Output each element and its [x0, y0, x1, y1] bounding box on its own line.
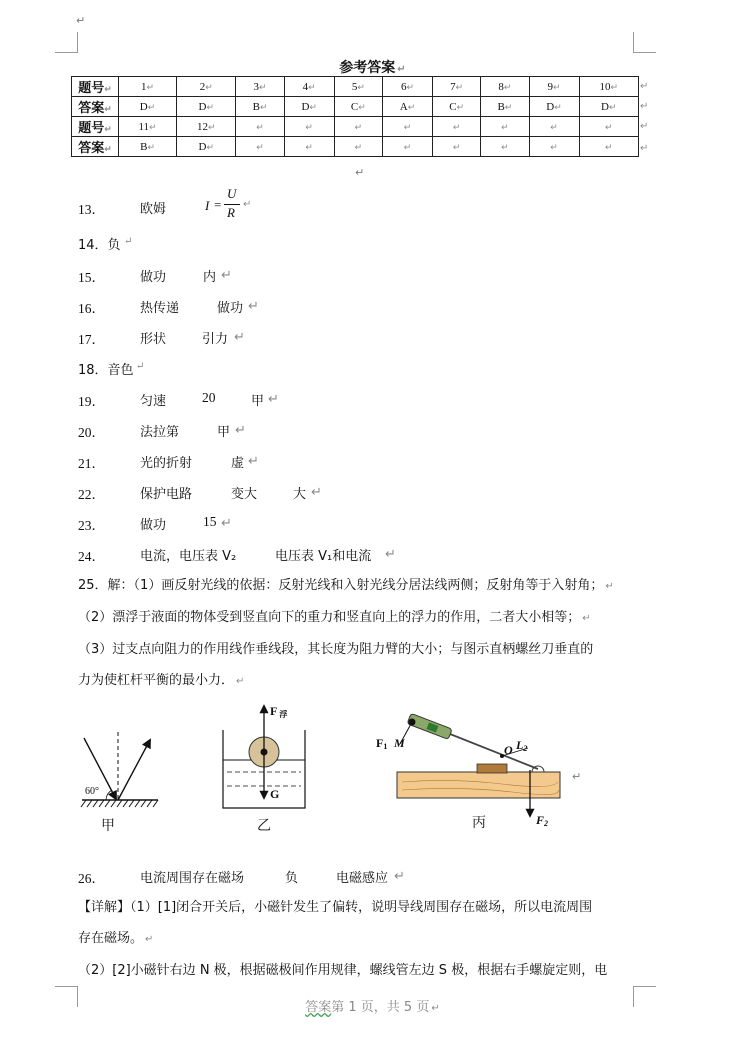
- paragraph-mark: ↵: [572, 770, 582, 783]
- crop-mark-top-left: [55, 32, 78, 53]
- table-cell: ↵: [236, 137, 284, 157]
- table-cell: ↵: [284, 137, 334, 157]
- figure-reflection-diagram: [78, 728, 163, 810]
- table-cell: ↵: [433, 137, 481, 157]
- answer-text: 15: [203, 514, 217, 529]
- table-cell: 3↵: [236, 77, 284, 97]
- page-footer: 答案第 1 页，共 5 页 ↵: [305, 1000, 440, 1015]
- answer-number: 20．: [78, 425, 105, 440]
- table-cell: B↵: [481, 97, 529, 117]
- figure-floating-ball-diagram: [215, 700, 315, 820]
- table-cell: ↵: [481, 137, 529, 157]
- answer-text: 引力: [202, 332, 229, 347]
- table-cell: 11↵: [119, 117, 177, 137]
- answer-text: 做功: [140, 518, 167, 533]
- o-label: O: [504, 743, 513, 757]
- paragraph-mark: ↵: [355, 166, 365, 179]
- answer-text: 变大: [231, 487, 258, 502]
- answer-text: 匀速: [140, 394, 167, 409]
- table-cell: 2↵: [177, 77, 236, 97]
- explanation-line: （2）漂浮于液面的物体受到竖直向下的重力和竖直向上的浮力的作用，二者大小相等； ↵: [78, 610, 591, 625]
- answer-text: 虚: [231, 456, 245, 471]
- paragraph-mark: ↵: [76, 14, 86, 27]
- table-cell: 12↵: [177, 117, 236, 137]
- table-cell: 1↵: [119, 77, 177, 97]
- table-cell: B↵: [236, 97, 284, 117]
- m-label: M: [394, 736, 405, 750]
- figure-label-jia: 甲: [101, 818, 115, 834]
- table-cell: C↵: [433, 97, 481, 117]
- answer-text: 电磁感应: [336, 871, 389, 886]
- answer-table: [71, 76, 639, 157]
- answer-text: 做功: [140, 270, 167, 285]
- figure-label-bing: 丙: [472, 815, 486, 831]
- buoyancy-label: F浮: [270, 704, 288, 719]
- answer-number: 24．: [78, 549, 105, 564]
- answer-number: 17．: [78, 332, 105, 347]
- table-cell: ↵: [334, 117, 382, 137]
- answer-text: 做功: [217, 301, 244, 316]
- answer-label-cell: 答案↵: [72, 97, 119, 117]
- answer-text: 欧姆: [140, 202, 167, 217]
- answer-text: 保护电路: [140, 487, 193, 502]
- answer-text: 大: [293, 487, 307, 502]
- table-cell: 10↵: [579, 77, 638, 97]
- answer-text: 电压表 V₁和电流: [275, 549, 372, 564]
- answer-number: 22．: [78, 487, 105, 502]
- answer-number: 15．: [78, 270, 105, 285]
- table-cell: ↵: [529, 137, 579, 157]
- table-cell: A↵: [382, 97, 432, 117]
- row-end-mark: ↵: [640, 101, 649, 112]
- l2-label: L2: [516, 738, 528, 753]
- answer-text: 20: [202, 390, 216, 405]
- table-cell: ↵: [236, 117, 284, 137]
- answer-text: 甲: [251, 394, 265, 409]
- answer-text: 负: [285, 871, 299, 886]
- explanation-line: 力为使杠杆平衡的最小力． ↵: [78, 673, 245, 688]
- table-cell: ↵: [284, 117, 334, 137]
- answer-number: 19．: [78, 394, 105, 409]
- table-cell: D↵: [284, 97, 334, 117]
- figure-label-yi: 乙: [257, 818, 271, 834]
- table-cell: 4↵: [284, 77, 334, 97]
- table-cell: C↵: [334, 97, 382, 117]
- answer-text: 电流，电压表 V₂: [140, 549, 237, 564]
- answer-label-cell: 答案↵: [72, 137, 119, 157]
- answer-number: 26．: [78, 871, 105, 886]
- table-cell: ↵: [579, 117, 638, 137]
- detail-line: 【详解】（1）[1]闭合开关后，小磁针发生了偏转，说明导线周围存在磁场，所以电流周围: [78, 900, 593, 915]
- answer-text: 热传递: [140, 301, 180, 316]
- table-cell: ↵: [529, 117, 579, 137]
- row-end-mark: ↵: [640, 143, 649, 154]
- answer-number: 13．: [78, 202, 105, 217]
- question-26-detail: [78, 892, 663, 986]
- answer-number: 21．: [78, 456, 105, 471]
- table-row-answers-1: [72, 97, 639, 117]
- table-cell: ↵: [334, 137, 382, 157]
- answer-text: 内: [203, 270, 217, 285]
- table-cell: ↵: [433, 117, 481, 137]
- table-cell: B↵: [119, 137, 177, 157]
- header-label-cell: 题号↵: [72, 117, 119, 137]
- row-end-mark: ↵: [640, 81, 649, 92]
- answer-text: 电流周围存在磁场: [140, 871, 245, 886]
- detail-line: （2）[2]小磁针右边 N 极，根据磁极间作用规律，螺线管左边 S 极，根据右手螺旋定则，电: [78, 963, 608, 978]
- f1-label: F1: [376, 736, 388, 751]
- reflected-ray: [118, 740, 150, 800]
- table-cell: ↵: [481, 117, 529, 137]
- table-row-numbers-2: [72, 117, 639, 137]
- detail-line: 存在磁场。 ↵: [78, 931, 154, 946]
- table-cell: 5↵: [334, 77, 382, 97]
- answer-number: 16．: [78, 301, 105, 316]
- page-title: 参考答案 ↵: [339, 60, 406, 76]
- crop-mark-top-right: [633, 32, 656, 53]
- row-end-mark: ↵: [640, 121, 649, 132]
- table-cell: ↵: [382, 117, 432, 137]
- answer-text: 形状: [140, 332, 167, 347]
- table-cell: 8↵: [481, 77, 529, 97]
- table-cell: ↵: [382, 137, 432, 157]
- answer-text: 14．负: [78, 238, 121, 253]
- table-cell: D↵: [177, 137, 236, 157]
- table-cell: D↵: [119, 97, 177, 117]
- explanation-line: 25．解：（1）画反射光线的依据：反射光线和入射光线分居法线两侧；反射角等于入射角； ↵: [78, 578, 614, 593]
- gravity-label: G: [270, 787, 280, 801]
- table-cell: ↵: [579, 137, 638, 157]
- answer-number: 23．: [78, 518, 105, 533]
- table-cell: 6↵: [382, 77, 432, 97]
- table-cell: D↵: [579, 97, 638, 117]
- table-cell: 7↵: [433, 77, 481, 97]
- explanation-line: （3）过支点向阻力的作用线作垂线段，其长度为阻力臂的大小；与图示直柄螺丝刀垂直的: [78, 642, 594, 657]
- question-25-explanation: [78, 570, 663, 697]
- header-label-cell: 题号↵: [72, 77, 119, 97]
- lid-block: [477, 764, 507, 773]
- table-row-answers-2: [72, 137, 639, 157]
- answer-text: 光的折射: [140, 456, 193, 471]
- table-cell: D↵: [529, 97, 579, 117]
- answer-text: 18．音色: [78, 363, 134, 378]
- answer-text: 法拉第: [140, 425, 180, 440]
- table-cell: D↵: [177, 97, 236, 117]
- answer-text: 甲: [217, 425, 231, 440]
- table-row-numbers-1: [72, 77, 639, 97]
- table-cell: 9↵: [529, 77, 579, 97]
- angle-label: 60°: [85, 786, 99, 797]
- f2-label: F2: [536, 813, 549, 828]
